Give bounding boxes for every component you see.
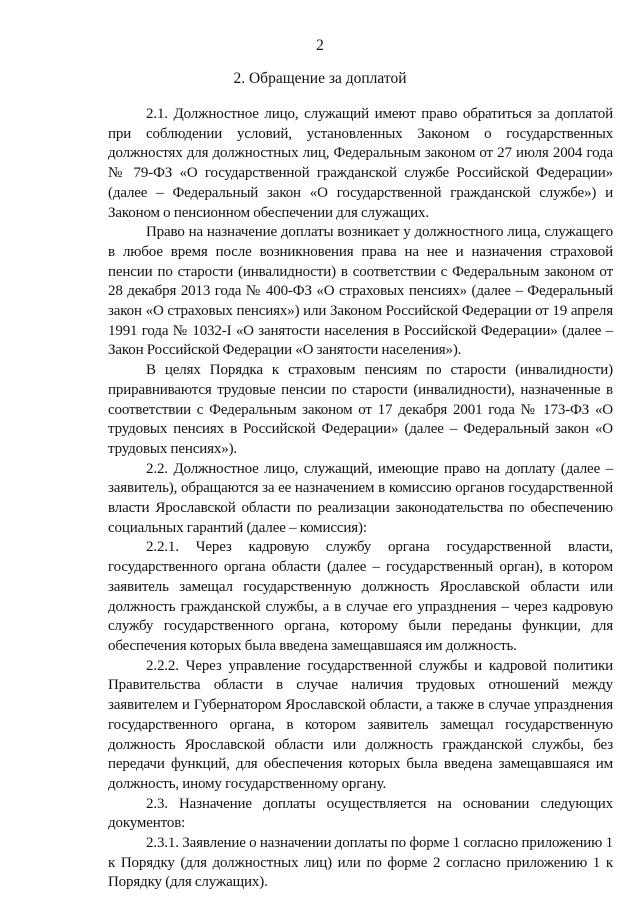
paragraph-2-2: 2.2. Должностное лицо, служащий, имеющие право на доплату (далее – заявитель), обращаются за ее назначением в комиссию органов государственной власти Ярославской области по реализации законодательства по обеспечению социальных гарантий (далее – комиссия):	[108, 460, 613, 536]
paragraph-2-1: 2.1. Должностное лицо, служащий имеют право обратиться за доплатой при соблюдении условий, установленных Законом о государственных должностях для должностных лиц, Федеральным законом от 27 июля 2004 года № 79-ФЗ «О государственной гражданской службе Российской Федерации» (далее – Федеральный закон «О государственной гражданской службе») и Законом о пенсионном обеспечении для служащих.	[108, 106, 613, 221]
paragraph-2-3-1: 2.3.1. Заявление о назначении доплаты по форме 1 согласно приложению 1 к Порядку (для должностных лиц) или по форме 2 согласно приложению 1 к Порядку (для служащих).	[108, 835, 613, 891]
section-title: 2. Обращение за доплатой	[233, 70, 407, 87]
paragraph-labor-pensions: В целях Порядка к страховым пенсиям по старости (инвалидности) приравниваются трудовые пенсии по старости (инвалидности), назначенные в соответствии с Федеральным законом от 17 декабря 2001 года № 173-ФЗ «О трудовых пенсиях в Российской Федерации» (далее – Федеральный закон «О трудовых пенсиях»).	[108, 362, 613, 457]
page-number: 2	[316, 37, 324, 54]
paragraph-2-2-1: 2.2.1. Через кадровую службу органа государственной власти, государственного органа области (далее – государственный орган), в котором заявитель замещал государственную должность Ярославской области или должность гражданской службы, а в случае его упразднения – через кадровую службу государственного органа, которому были переданы функции, для обеспечения которых была введена замещавшаяся им должность.	[108, 539, 613, 654]
paragraph-2-3: 2.3. Назначение доплаты осуществляется на основании следующих документов:	[108, 795, 613, 832]
document-body	[108, 105, 613, 893]
paragraph-pension-right: Право на назначение доплаты возникает у должностного лица, служащего в любое время после возникновения права на нее и назначения страховой пенсии по старости (инвалидности) в соответствии с Федеральным законом от 28 декабря 2013 года № 400-ФЗ «О страховых пенсиях» (далее – Федеральный закон «О страховых пенсиях») или Законом Российской Федерации от 19 апреля 1991 года № 1032-I «О занятости населения в Российской Федерации» (далее – Закон Российской Федерации «О занятости населения»).	[108, 224, 613, 359]
paragraph-2-2-2: 2.2.2. Через управление государственной службы и кадровой политики Правительства области в случае наличия трудовых отношений между заявителем и Губернатором Ярославской области, а также в случае упразднения государственного органа, в котором заявитель замещал государственную должность Ярославской области или должность гражданской службы, без передачи функций, для обеспечения которых была введена замещавшаяся им должность, иному государственному органу.	[108, 657, 613, 792]
